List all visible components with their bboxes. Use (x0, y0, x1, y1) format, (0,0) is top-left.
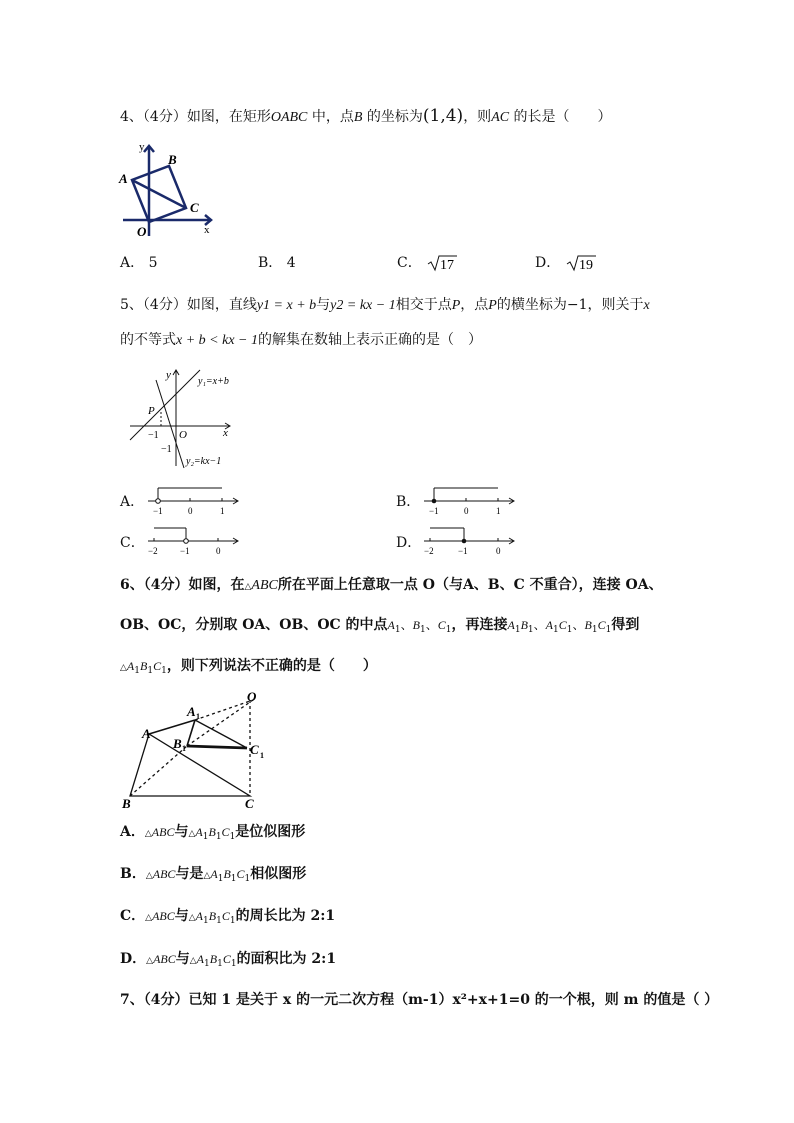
triangle-abc (130, 734, 250, 796)
inequality: x + b < kx − 1 (176, 333, 258, 348)
q5-option-d[interactable]: D． (396, 535, 422, 551)
fig-label-p: P (148, 405, 155, 417)
solid-dot (462, 539, 467, 544)
seg-a-a1 (149, 720, 195, 734)
fig-label-c1: C (250, 742, 259, 757)
open-dot (156, 499, 161, 504)
svg-text:−1: −1 (429, 506, 439, 516)
q6-option-d[interactable]: D．△ABC与$\triangle A_1B_1C_1$的面积比为 2:1 (120, 951, 337, 969)
fig-label-x: x (204, 224, 210, 236)
svg-text:−1: −1 (458, 546, 468, 556)
svg-text:0: 0 (188, 506, 193, 516)
q7-stem: 7、（4分）已知 1 是关于 x 的一元二次方程（m-1）x²+x+1=0 的一个根，则 m 的值是（ ） (120, 992, 719, 1008)
fig-label-y2: y₂=kx−1 (186, 456, 222, 467)
q5-option-b[interactable]: B． (396, 494, 421, 510)
number-line-c (146, 524, 246, 558)
equation-y2: y2 = kx − 1 (330, 298, 396, 313)
svg-text:1: 1 (182, 744, 186, 753)
q6-stem-line2: OB、OC，分别取 OA、OB、OC 的中点$A_1$、$B_1$、$C_1$，再连接$A_1B_1$、$A_1C_1$、$B_1C_1$得到 (120, 617, 640, 635)
sqrt-19 (565, 253, 597, 273)
svg-text:17: 17 (440, 258, 455, 273)
number-line-b (422, 484, 522, 518)
fig-label-a1: A (187, 704, 196, 719)
number-line-a (146, 484, 246, 518)
q5-stem-line1: 5、（4分）如图，直线y1 = x + b与y2 = kx − 1相交于点P，点P的横坐标为−1，则关于x (120, 297, 650, 313)
q4-option-d[interactable]: D． 19 (535, 253, 597, 273)
equation-y1: y1 = x + b (256, 298, 317, 313)
q4-option-c[interactable]: C． 17 (397, 253, 458, 273)
fig-label-minus1-x: −1 (148, 430, 159, 441)
svg-text:19: 19 (578, 258, 593, 273)
solid-dot (432, 499, 437, 504)
sqrt-17 (426, 253, 458, 273)
open-dot (184, 539, 189, 544)
svg-text:1: 1 (260, 751, 264, 760)
line-y1 (130, 370, 200, 440)
q5-stem-line2: 的不等式x + b < kx − 1的解集在数轴上表示正确的是（ ） (120, 332, 482, 348)
seg-a1-c1 (195, 720, 247, 748)
svg-text:0: 0 (496, 546, 501, 556)
q6-stem-line1: 6、（4分）如图，在△ABC所在平面上任意取一点 O（与A、B、C 不重合），连接 OA、 (120, 577, 663, 593)
fig-label-o: O (137, 224, 147, 238)
q6-option-a[interactable]: A．△ABC与$\triangle A_1B_1C_1$是位似图形 (120, 824, 306, 842)
fig-label-a: A (142, 726, 151, 741)
fig-label-c: C (190, 200, 199, 215)
fig-label-o: O (247, 689, 257, 704)
q5-figure (128, 366, 248, 470)
fig-label-c: C (245, 796, 254, 810)
diagonal-ac (132, 180, 186, 208)
fig-label-b: B (122, 796, 131, 810)
q4-stem: 4、（4分）如图，在矩形OABC 中，点B 的坐标为(1,4)，则AC 的长是（ ） (120, 106, 612, 126)
svg-text:−1: −1 (153, 506, 163, 516)
fig-label-y1: y₁=x+b (198, 376, 229, 387)
q6-figure (117, 688, 277, 810)
q6-option-c[interactable]: C．△ABC与$\triangle A_1B_1C_1$的周长比为 2:1 (120, 908, 336, 926)
fig-label-minus1-y: −1 (161, 444, 172, 455)
svg-text:1: 1 (496, 506, 501, 516)
seg-a1-b1 (187, 720, 195, 746)
fig-label-x: x (223, 427, 228, 439)
seg-a1-o (195, 700, 253, 720)
fig-label-b1: B (173, 736, 182, 751)
q4-option-a[interactable]: A． 5 (120, 255, 158, 271)
fig-label-y: y (166, 369, 171, 381)
fig-label-o: O (179, 429, 187, 441)
seg-b1-o (187, 700, 253, 746)
q4-figure (115, 138, 220, 238)
svg-text:0: 0 (216, 546, 221, 556)
svg-text:0: 0 (464, 506, 469, 516)
fig-label-y: y (139, 141, 145, 153)
q5-option-c[interactable]: C． (120, 535, 145, 551)
svg-text:−2: −2 (424, 546, 434, 556)
svg-text:1: 1 (220, 506, 225, 516)
q4-option-b[interactable]: B． 4 (258, 255, 296, 271)
seg-b1-c1 (187, 746, 247, 748)
svg-text:1: 1 (196, 712, 200, 721)
q6-option-b[interactable]: B．△ABC与是$\triangle A_1B_1C_1$相似图形 (120, 866, 307, 884)
fig-label-b: B (168, 152, 177, 167)
svg-text:−2: −2 (148, 546, 158, 556)
q5-option-a[interactable]: A． (120, 494, 145, 510)
fig-label-a: A (119, 171, 128, 186)
number-line-d (422, 524, 522, 558)
seg-b-b1 (130, 746, 187, 796)
svg-text:−1: −1 (180, 546, 190, 556)
q6-stem-line3: $\triangle A_1B_1C_1$，则下列说法不正确的是（ ） (120, 658, 377, 676)
